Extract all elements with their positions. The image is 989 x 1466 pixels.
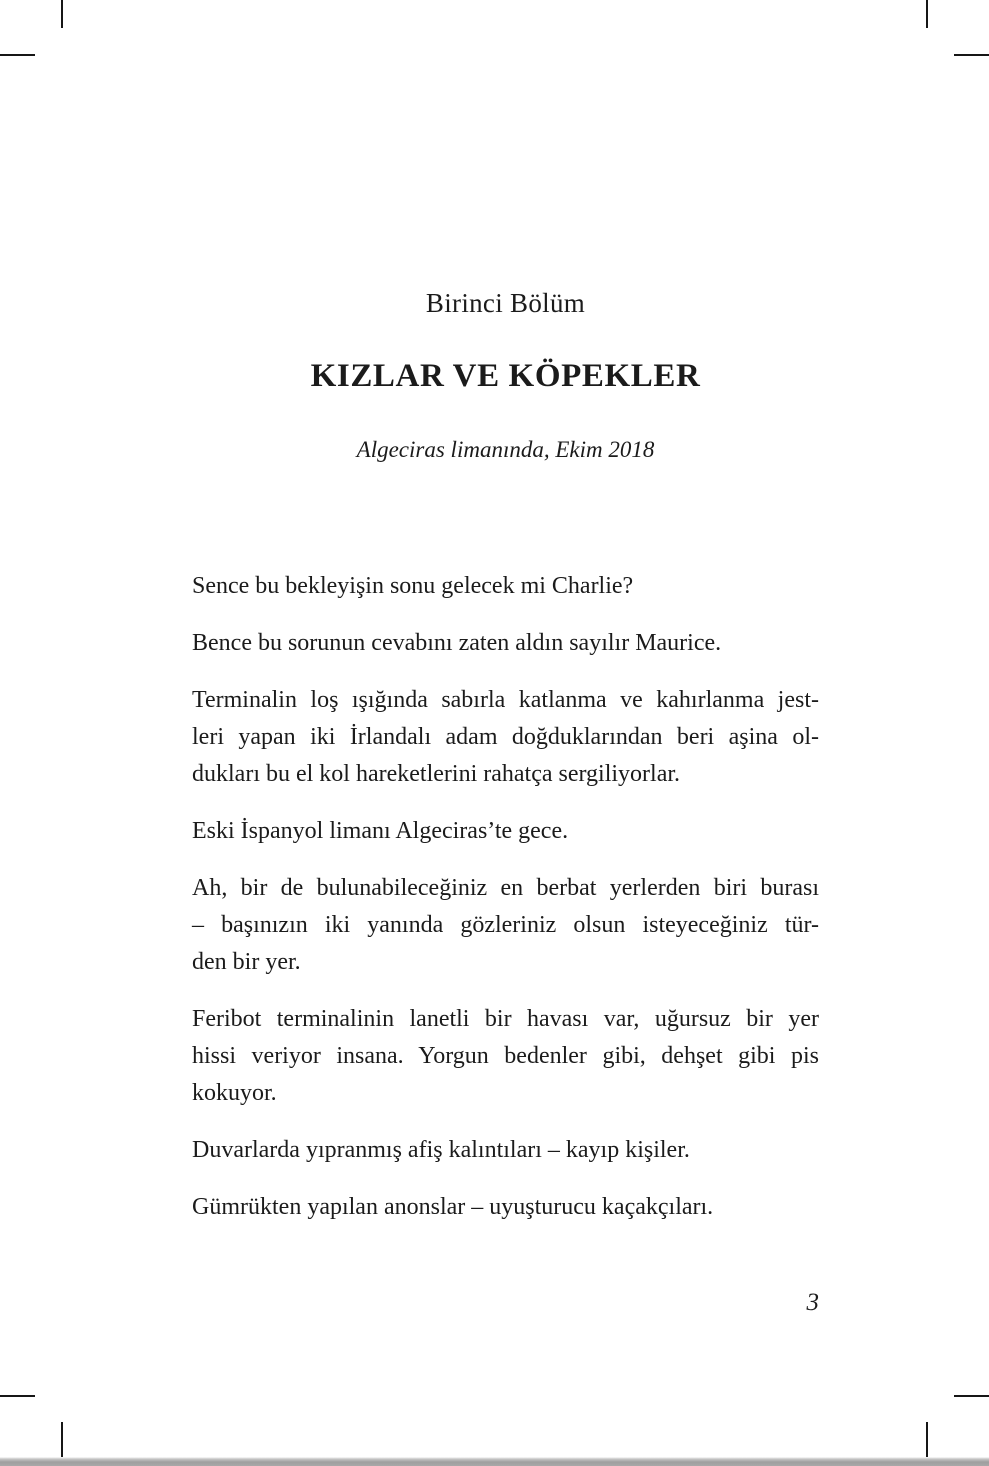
- text-line: Eski İspanyol limanı Algeciras’te gece.: [192, 818, 569, 844]
- crop-mark-bottom-left-horizontal: [0, 1395, 35, 1397]
- text-line: Duvarlarda yıpranmış afiş kalıntıları – kayıp kişiler.: [192, 1137, 690, 1163]
- text-line: dukları bu el kol hareketlerini rahatça sergiliyorlar.: [192, 761, 681, 787]
- crop-mark-bottom-right-vertical: [926, 1422, 928, 1458]
- text-line: kokuyor.: [192, 1080, 277, 1106]
- scan-edge-band: [0, 1457, 989, 1466]
- page-number: 3: [806, 1289, 819, 1316]
- paragraph: [192, 870, 819, 981]
- body-text: [192, 568, 819, 1246]
- chapter-title: KIZLAR VE KÖPEKLER: [310, 358, 701, 394]
- paragraph: [192, 813, 819, 850]
- crop-mark-top-right-horizontal: [954, 54, 989, 56]
- crop-mark-top-left-vertical: [61, 0, 63, 28]
- paragraph: [192, 1132, 819, 1169]
- text-line: Sence bu bekleyişin sonu gelecek mi Charlie?: [192, 573, 634, 599]
- text-line: Feribot terminalinin lanetli bir havası var, uğursuz bir yer: [192, 1006, 819, 1032]
- paragraph: [192, 1001, 819, 1112]
- text-line: Gümrükten yapılan anonslar – uyuşturucu kaçakçıları.: [192, 1194, 714, 1220]
- text-line: leri yapan iki İrlandalı adam doğduklarından beri aşina ol-: [192, 724, 819, 750]
- crop-mark-bottom-right-horizontal: [954, 1395, 989, 1397]
- crop-mark-top-right-vertical: [926, 0, 928, 28]
- paragraph: [192, 568, 819, 605]
- crop-mark-top-left-horizontal: [0, 54, 35, 56]
- paragraph: [192, 625, 819, 662]
- chapter-subtitle: Algeciras limanında, Ekim 2018: [356, 437, 655, 462]
- text-line: den bir yer.: [192, 949, 301, 975]
- text-line: Terminalin loş ışığında sabırla katlanma ve kahırlanma jest-: [192, 687, 819, 713]
- chapter-label: Birinci Bölüm: [425, 288, 586, 318]
- paragraph: [192, 682, 819, 793]
- paragraph: [192, 1189, 819, 1226]
- crop-mark-bottom-left-vertical: [61, 1422, 63, 1458]
- text-line: hissi veriyor insana. Yorgun bedenler gibi, dehşet gibi pis: [192, 1043, 819, 1069]
- text-line: Bence bu sorunun cevabını zaten aldın sayılır Maurice.: [192, 630, 722, 656]
- text-line: – başınızın iki yanında gözleriniz olsun isteyeceğiniz tür-: [192, 912, 819, 938]
- text-line: Ah, bir de bulunabileceğiniz en berbat yerlerden biri burası: [192, 875, 819, 901]
